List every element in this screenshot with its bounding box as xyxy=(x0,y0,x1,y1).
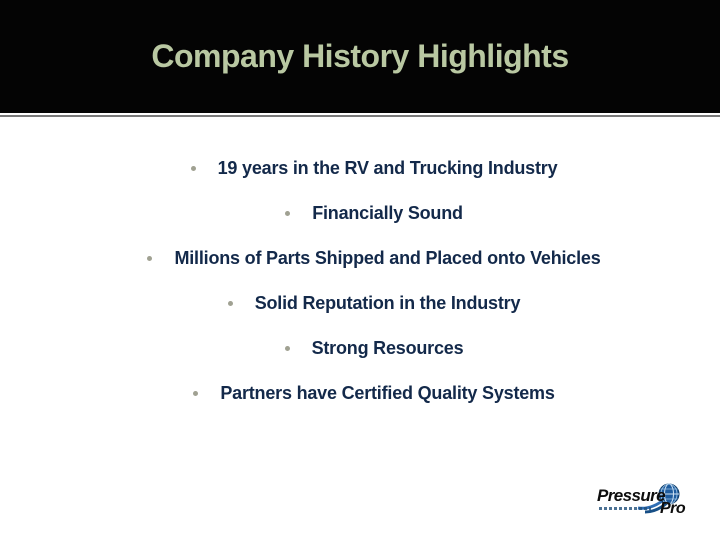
bullet-item xyxy=(14,281,720,326)
bullet-dot-icon xyxy=(228,301,233,306)
bullet-item xyxy=(14,236,720,281)
bullet-item xyxy=(14,146,720,191)
bullet-dot-icon xyxy=(147,256,152,261)
bullet-dot-icon xyxy=(191,166,196,171)
bullet-dot-icon xyxy=(285,211,290,216)
logo-text-pressure: Pressure xyxy=(597,486,665,505)
bullet-dot-icon xyxy=(285,346,290,351)
bullet-item xyxy=(14,326,720,371)
bullet-list xyxy=(0,117,720,416)
bullet-item xyxy=(14,191,720,236)
bullet-dot-icon xyxy=(193,391,198,396)
bullet-text: 19 years in the RV and Trucking Industry xyxy=(217,158,558,178)
slide-header xyxy=(0,0,720,113)
logo-tagline-line xyxy=(599,507,651,510)
bullet-text: Solid Reputation in the Industry xyxy=(254,293,521,313)
bullet-text: Financially Sound xyxy=(312,203,463,223)
bullet-item xyxy=(14,371,720,416)
logo-text-pro: Pro xyxy=(660,500,686,517)
bullet-text: Millions of Parts Shipped and Placed onto Vehicles xyxy=(174,248,601,268)
slide-title: Company History Highlights xyxy=(151,38,569,74)
bullet-text: Partners have Certified Quality Systems xyxy=(220,383,555,403)
bullet-text: Strong Resources xyxy=(311,338,464,358)
pressurepro-logo xyxy=(597,486,705,526)
